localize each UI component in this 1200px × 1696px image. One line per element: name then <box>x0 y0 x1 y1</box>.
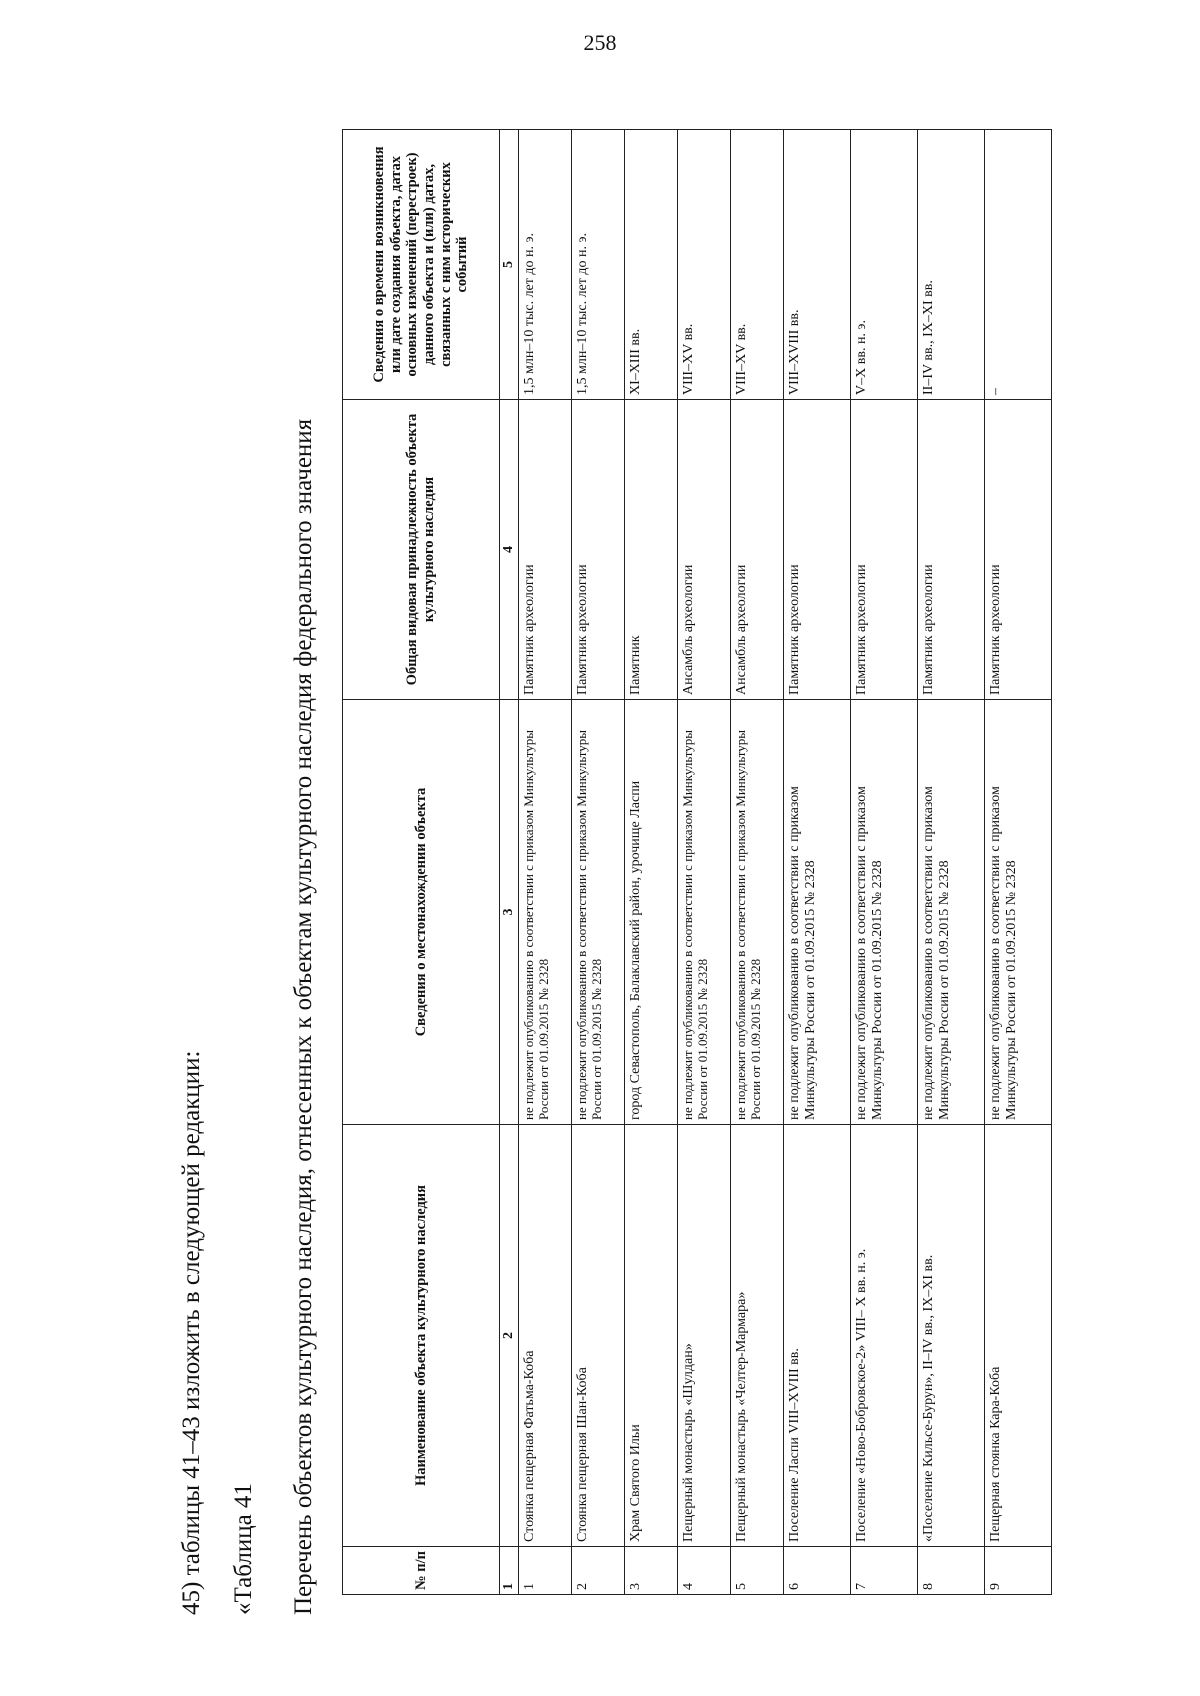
object-dates: VIII–XV вв. <box>731 130 784 400</box>
object-name: Пещерный монастырь «Челтер-Мармара» <box>731 1125 784 1547</box>
object-type: Ансамбль археологии <box>731 400 784 700</box>
table-row <box>784 130 851 1595</box>
page-number: 258 <box>583 30 617 55</box>
object-dates: XI–XIII вв. <box>625 130 678 400</box>
object-type: Памятник археологии <box>918 400 985 700</box>
heritage-table <box>342 129 1052 1595</box>
table-row <box>918 130 985 1595</box>
row-number: 8 <box>918 1547 985 1595</box>
object-location: не подлежит опубликованию в соответствии с приказом Минкультуры России от 01.09.2015 № 2328 <box>784 700 851 1125</box>
object-name: Стоянка пещерная Фатьма-Коба <box>519 1125 572 1547</box>
object-dates: 1,5 млн–10 тыс. лет до н. э. <box>519 130 572 400</box>
column-numbers-row <box>500 130 519 1595</box>
object-location: город Севастополь, Балаклавский район, урочище Ласпи <box>625 700 678 1125</box>
object-name: «Поселение Кильсе-Бурун», II–IV вв., IX–XI вв. <box>918 1125 985 1547</box>
object-type: Памятник археологии <box>985 400 1052 700</box>
object-location: не подлежит опубликованию в соответствии с приказом Минкультуры России от 01.09.2015 № 2328 <box>918 700 985 1125</box>
table-row <box>851 130 918 1595</box>
object-type: Памятник археологии <box>784 400 851 700</box>
column-number: 4 <box>500 400 519 700</box>
row-number: 9 <box>985 1547 1052 1595</box>
table-row <box>678 130 731 1595</box>
table-row <box>572 130 625 1595</box>
header-location: Сведения о местонахождении объекта <box>343 700 500 1125</box>
column-number: 2 <box>500 1125 519 1547</box>
object-dates: II–IV вв., IX–XI вв. <box>918 130 985 400</box>
object-name: Пещерный монастырь «Шулдан» <box>678 1125 731 1547</box>
row-number: 6 <box>784 1547 851 1595</box>
object-name: Стоянка пещерная Шан-Коба <box>572 1125 625 1547</box>
object-type: Памятник <box>625 400 678 700</box>
object-location: не подлежит опубликованию в соответствии с приказом Минкультуры России от 01.09.2015 № 2328 <box>731 700 784 1125</box>
table-heading: Перечень объектов культурного наследия, отнесенных к объектам культурного наследия федерального значения <box>290 418 317 1615</box>
object-type: Памятник археологии <box>572 400 625 700</box>
object-name: Пещерная стоянка Кара-Коба <box>985 1125 1052 1547</box>
header-num: № п/п <box>343 1547 500 1595</box>
object-location: не подлежит опубликованию в соответствии с приказом Минкультуры России от 01.09.2015 № 2328 <box>519 700 572 1125</box>
table-row <box>985 130 1052 1595</box>
object-type: Ансамбль археологии <box>678 400 731 700</box>
table-row <box>519 130 572 1595</box>
row-number: 3 <box>625 1547 678 1595</box>
header-row <box>343 130 500 1595</box>
rotated-content <box>70 115 1070 1615</box>
object-location: не подлежит опубликованию в соответствии с приказом Минкультуры России от 01.09.2015 № 2328 <box>572 700 625 1125</box>
object-type: Памятник археологии <box>851 400 918 700</box>
column-number: 1 <box>500 1547 519 1595</box>
table-row <box>731 130 784 1595</box>
object-dates: VIII–XV вв. <box>678 130 731 400</box>
object-dates: VIII–XVIII вв. <box>784 130 851 400</box>
object-dates: – <box>985 130 1052 400</box>
row-number: 2 <box>572 1547 625 1595</box>
table-label: «Таблица 41 <box>230 1483 257 1615</box>
row-number: 1 <box>519 1547 572 1595</box>
header-dates: Сведения о времени возникновения или дате создания объекта, датах основных изменений (перестроек) данного объекта и (или) датах, связанных с ним исторических событий <box>343 130 500 400</box>
intro-text: 45) таблицы 41–43 изложить в следующей редакции: <box>178 1050 205 1615</box>
object-name: Поселение «Ново-Бобровское-2» VIII– X вв. н. э. <box>851 1125 918 1547</box>
object-location: не подлежит опубликованию в соответствии с приказом Минкультуры России от 01.09.2015 № 2328 <box>851 700 918 1125</box>
object-dates: 1,5 млн–10 тыс. лет до н. э. <box>572 130 625 400</box>
row-number: 5 <box>731 1547 784 1595</box>
header-name: Наименование объекта культурного наследия <box>343 1125 500 1547</box>
row-number: 7 <box>851 1547 918 1595</box>
object-dates: V–X вв. н. э. <box>851 130 918 400</box>
column-number: 3 <box>500 700 519 1125</box>
object-type: Памятник археологии <box>519 400 572 700</box>
object-location: не подлежит опубликованию в соответствии с приказом Минкультуры России от 01.09.2015 № 2328 <box>985 700 1052 1125</box>
object-name: Храм Святого Ильи <box>625 1125 678 1547</box>
object-name: Поселение Ласпи VIII–XVIII вв. <box>784 1125 851 1547</box>
table-row <box>625 130 678 1595</box>
header-type: Общая видовая принадлежность объекта культурного наследия <box>343 400 500 700</box>
row-number: 4 <box>678 1547 731 1595</box>
column-number: 5 <box>500 130 519 400</box>
object-location: не подлежит опубликованию в соответствии с приказом Минкультуры России от 01.09.2015 № 2328 <box>678 700 731 1125</box>
